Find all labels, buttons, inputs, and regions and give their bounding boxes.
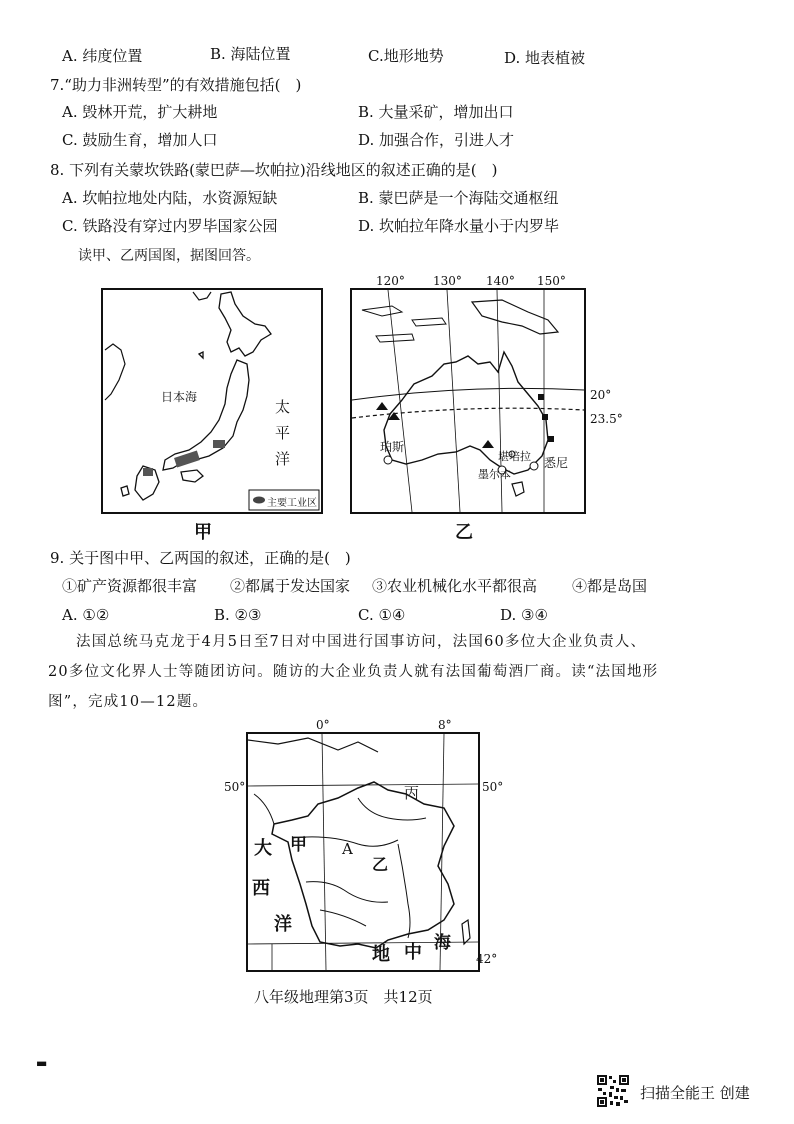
yi-lon-140: 140° (486, 274, 515, 288)
fr-med-1: 地 (372, 944, 390, 965)
map-yi-caption: 乙 (455, 522, 473, 543)
q9-option-c: C. ①④ (358, 606, 406, 624)
q8-option-c: C. 铁路没有穿过内罗毕国家公园 (62, 217, 278, 235)
fr-lon-0: 0° (316, 718, 330, 732)
q9-option-b: B. ②③ (214, 606, 262, 624)
q8-option-a: A. 坎帕拉地处内陆，水资源短缺 (62, 189, 278, 207)
fr-lon-8: 8° (438, 718, 452, 732)
fr-label-yi: 乙 (372, 855, 389, 874)
q6-option-c: C.地形地势 (368, 47, 444, 65)
map-jia-caption: 甲 (194, 522, 212, 543)
page-footer: 八年级地理第3页 共12页 (254, 988, 433, 1006)
fr-lat-42: 42° (476, 952, 498, 966)
q6-option-d: D. 地表植被 (504, 49, 586, 67)
scan-speck: ▬ (36, 1056, 48, 1070)
fr-lat-50-left: 50° (224, 780, 246, 794)
map-japan (101, 288, 323, 514)
jia-label-ocean: 太 平 洋 (275, 398, 291, 468)
city-sydney: 悉尼 (544, 456, 569, 470)
q8-option-b: B. 蒙巴萨是一个海陆交通枢纽 (358, 189, 559, 207)
scanner-watermark: 扫描全能王 创建 (640, 1084, 750, 1102)
q7-option-c: C. 鼓励生育，增加人口 (62, 131, 218, 149)
city-perth: 珀斯 (380, 440, 405, 454)
q9-statement-4: ④都是岛国 (572, 577, 648, 595)
fr-atlantic-1: 大 (254, 838, 272, 859)
q9-statement-3: ③农业机械化水平都很高 (372, 577, 538, 595)
q6-option-b: B. 海陆位置 (210, 45, 291, 63)
fr-atlantic-2: 西 (252, 878, 270, 899)
q8-stem: 8. 下列有关蒙坎铁路(蒙巴萨—坎帕拉)沿线地区的叙述正确的是( ) (50, 161, 498, 179)
fr-lat-50-right: 50° (482, 780, 504, 794)
q9-stem: 9. 关于图中甲、乙两国的叙述，正确的是( ) (50, 549, 351, 567)
yi-lat-20: 20° (590, 388, 612, 402)
q7-option-a: A. 毁林开荒，扩大耕地 (62, 103, 218, 121)
read-instruction: 读甲、乙两国图，据图回答。 (78, 248, 260, 264)
city-melbourne: 墨尔本 (478, 468, 511, 481)
fr-atlantic-3: 洋 (274, 914, 292, 935)
q9-statement-1: ①矿产资源都很丰富 (62, 577, 198, 595)
australia-outline (352, 290, 584, 512)
map-france (246, 732, 480, 972)
passage-line-2: 20多位文化界人士等随团访问。随访的大企业负责人就有法国葡萄酒厂商。读“法国地形 (48, 664, 659, 680)
fr-med-2: 中 (404, 942, 422, 963)
jia-label-sea: 日本海 (161, 390, 198, 404)
q6-option-a: A. 纬度位置 (62, 47, 143, 65)
qr-code-icon (596, 1074, 630, 1108)
q7-stem: 7.“助力非洲转型”的有效措施包括( ) (50, 76, 302, 94)
passage-line-3: 图”，完成10—12题。 (48, 694, 209, 710)
yi-lon-120: 120° (376, 274, 405, 288)
map-australia (350, 288, 586, 514)
yi-lat-23-5: 23.5° (590, 412, 623, 426)
q8-option-d: D. 坎帕拉年降水量小于内罗毕 (358, 217, 560, 235)
passage-line-1: 法国总统马克龙于4月5日至7日对中国进行国事访问，法国60多位大企业负责人、 (76, 634, 647, 650)
q9-option-a: A. ①② (62, 606, 110, 624)
yi-lon-130: 130° (433, 274, 462, 288)
q7-option-d: D. 加强合作，引进人才 (358, 131, 515, 149)
jia-legend-label: 主要工业区 (267, 498, 317, 509)
fr-label-bing: 丙 (404, 784, 420, 802)
yi-lon-150: 150° (537, 274, 566, 288)
city-canberra: 堪培拉 (498, 450, 531, 463)
q9-statement-2: ②都属于发达国家 (230, 577, 351, 595)
q9-option-d: D. ③④ (500, 606, 548, 624)
fr-label-jia: 甲 (290, 835, 307, 855)
fr-med-3: 海 (434, 933, 451, 953)
fr-label-a: A (342, 840, 353, 858)
q7-option-b: B. 大量采矿，增加出口 (358, 103, 514, 121)
